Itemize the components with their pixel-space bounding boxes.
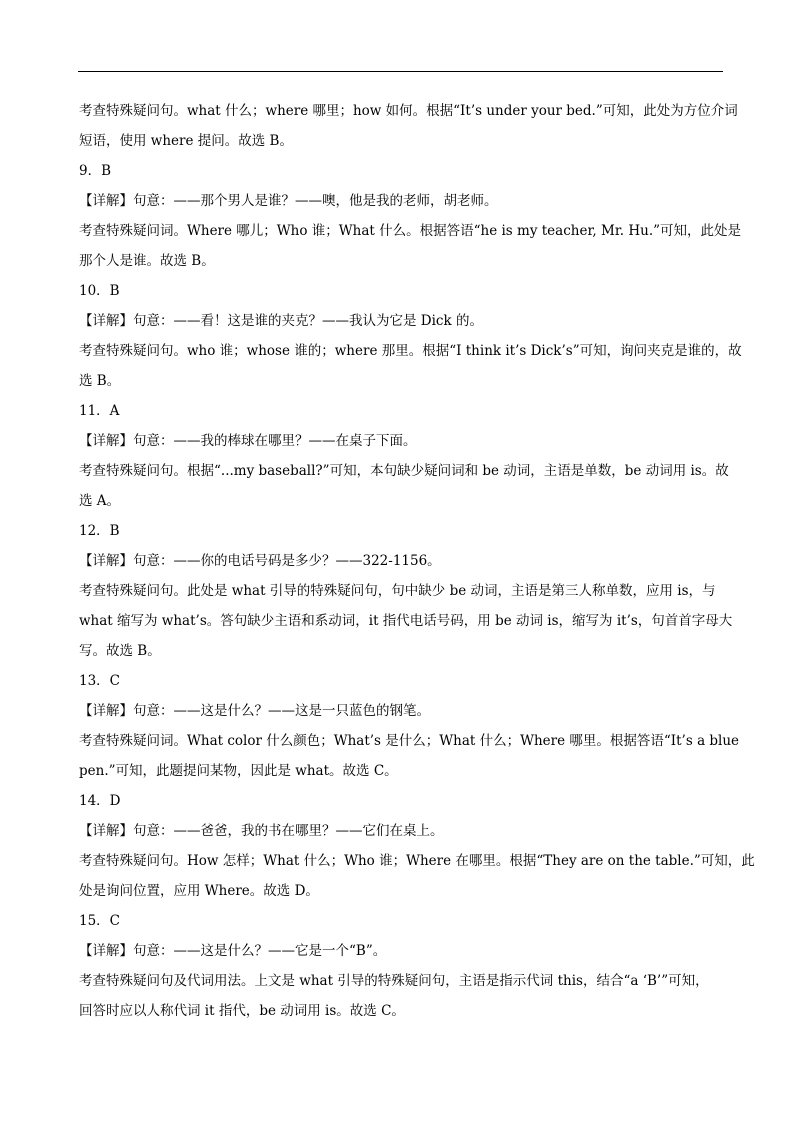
text-line: 回答时应以人称代词 it 指代，be 动词用 is。故选 C。 (79, 1003, 405, 1019)
text-line: 考查特殊疑问词。What color 什么颜色；What’s 是什么；What 什么；Where 哪里。根据答语“It’s a blue (79, 733, 740, 749)
text-line: pen.”可知，此题提问某物，因此是 what。故选 C。 (79, 763, 398, 779)
explanation-translation: 【详解】句意：——这是什么？——这是一只蓝色的钢笔。 (79, 703, 430, 719)
text-line: 考查特殊疑问句。who 谁；whose 谁的；where 那里。根据“I think it’s Dick’s”可知，询问夹克是谁的，故 (79, 343, 742, 359)
text-line: 写。故选 B。 (79, 643, 161, 659)
text-line: 短语，使用 where 提问。故选 B。 (79, 133, 293, 149)
text-line: 选 A。 (79, 493, 121, 509)
text-line: 考查特殊疑问句。what 什么；where 哪里；how 如何。根据“It’s under your bed.”可知，此处为方位介词 (79, 103, 738, 119)
text-line: 考查特殊疑问句。此处是 what 引导的特殊疑问句，句中缺少 be 动词，主语是第三人称单数，应用 is，与 (79, 583, 716, 599)
text-line: 考查特殊疑问句。How 怎样；What 什么；Who 谁；Where 在哪里。根据“They are on the table.”可知，此 (79, 853, 755, 869)
header-rule (78, 71, 723, 72)
explanation-translation: 【详解】句意：——爸爸，我的书在哪里？——它们在桌上。 (79, 823, 444, 839)
question-number: 14．D (79, 793, 121, 809)
text-line: 那个人是谁。故选 B。 (79, 253, 215, 269)
explanation-translation: 【详解】句意：——那个男人是谁？——噢，他是我的老师，胡老师。 (79, 193, 498, 209)
answer-explanations (79, 96, 755, 1026)
question-number: 9．B (79, 163, 112, 179)
text-line: 考查特殊疑问句。根据“...my baseball?”可知，本句缺少疑问词和 be 动词，主语是单数，be 动词用 is。故 (79, 463, 729, 479)
question-number: 11．A (79, 403, 120, 419)
explanation-translation: 【详解】句意：——这是什么？——它是一个“B”。 (79, 943, 387, 959)
text-line: 选 B。 (79, 373, 121, 389)
text-line: 考查特殊疑问句及代词用法。上文是 what 引导的特殊疑问句，主语是指示代词 this，结合“a ‘B’”可知， (79, 973, 709, 989)
text-line: 考查特殊疑问词。Where 哪儿；Who 谁；What 什么。根据答语“he is my teacher, Mr. Hu.”可知，此处是 (79, 223, 742, 239)
question-number: 15．C (79, 913, 121, 929)
question-number: 10．B (79, 283, 120, 299)
question-number: 13．C (79, 673, 121, 689)
explanation-translation: 【详解】句意：——看！这是谁的夹克？——我认为它是 Dick 的。 (79, 313, 483, 329)
text-line: 处是询问位置，应用 Where。故选 D。 (79, 883, 319, 899)
question-number: 12．B (79, 523, 120, 539)
explanation-translation: 【详解】句意：——你的电话号码是多少？——322-1156。 (79, 553, 441, 569)
text-line: what 缩写为 what’s。答句缺少主语和系动词，it 指代电话号码，用 be 动词 is，缩写为 it’s，句首首字母大 (79, 613, 733, 629)
explanation-translation: 【详解】句意：——我的棒球在哪里？——在桌子下面。 (79, 433, 417, 449)
